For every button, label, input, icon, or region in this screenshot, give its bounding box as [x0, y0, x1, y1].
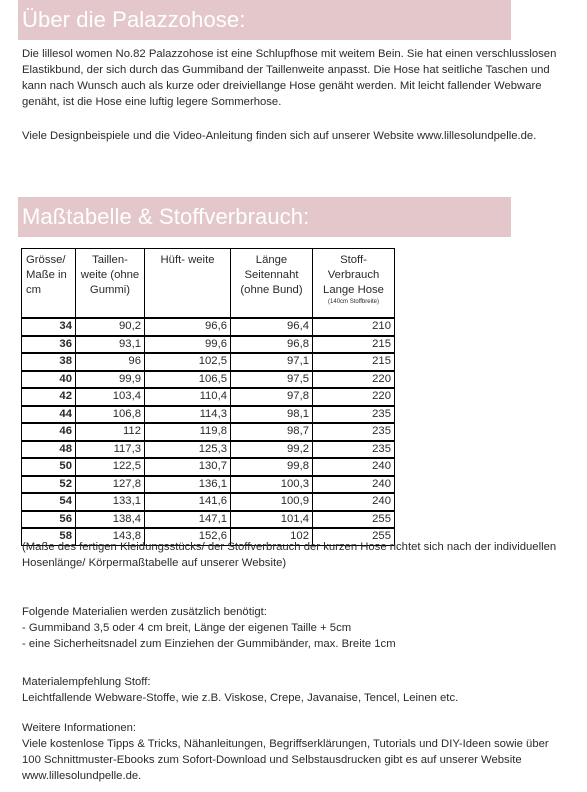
- cell-fabric: 235: [313, 406, 395, 424]
- table-row: [22, 388, 395, 406]
- cell-size: 52: [22, 476, 76, 494]
- cell-fabric: 240: [313, 476, 395, 494]
- fabric-text: Leichtfallende Webware-Stoffe, wie z.B. Viskose, Crepe, Javanaise, Tencel, Leinen etc.: [22, 692, 459, 704]
- cell-size: 46: [22, 423, 76, 441]
- table-row: [22, 371, 395, 389]
- cell-length: 97,8: [231, 388, 313, 406]
- cell-size: 42: [22, 388, 76, 406]
- cell-waist: 127,8: [76, 476, 145, 494]
- fabric-block: [22, 674, 567, 706]
- cell-waist: 93,1: [76, 336, 145, 354]
- cell-length: 99,2: [231, 441, 313, 459]
- cell-size: 34: [22, 318, 76, 336]
- cell-waist: 143,8: [76, 528, 145, 545]
- table-row: [22, 336, 395, 354]
- cell-length: 98,1: [231, 406, 313, 424]
- cell-hip: 102,5: [145, 353, 231, 371]
- section-header-size-chart: [18, 197, 511, 237]
- header-waist: Taillen- weite (ohne Gummi): [76, 249, 145, 319]
- materials-item: - eine Sicherheitsnadel zum Einziehen der Gummibänder, max. Breite 1cm: [22, 638, 396, 650]
- section-header-about: [18, 0, 511, 40]
- website-paragraph: Viele Designbeispiele und die Video-Anleitung finden sich auf unserer Website www.lillesolundpelle.de.: [22, 130, 537, 142]
- cell-size: 40: [22, 371, 76, 389]
- fabric-title: Materialempfehlung Stoff:: [22, 676, 151, 688]
- cell-fabric: 210: [313, 318, 395, 336]
- cell-length: 99,8: [231, 458, 313, 476]
- table-row: [22, 406, 395, 424]
- cell-hip: 106,5: [145, 371, 231, 389]
- header-length: Länge Seitennaht (ohne Bund): [231, 249, 313, 319]
- cell-hip: 125,3: [145, 441, 231, 459]
- cell-hip: 99,6: [145, 336, 231, 354]
- info-text: Viele kostenlose Tipps & Tricks, Nähanleitungen, Begriffserklärungen, Tutorials und DIY-Ideen sowie über 100 Schnittmuster-Ebooks zum Sofort-Download und Selbstausdrucken gibt es auf unserer Website www.lillesolundpelle.de.: [22, 738, 549, 782]
- section-heading-size-chart: Maßtabelle & Stoffverbrauch:: [22, 204, 310, 229]
- info-title: Weitere Informationen:: [22, 722, 137, 734]
- cell-fabric: 255: [313, 511, 395, 529]
- cell-hip: 96,6: [145, 318, 231, 336]
- materials-item: - Gummiband 3,5 oder 4 cm breit, Länge der eigenen Taille + 5cm: [22, 622, 352, 634]
- header-fabric-label: Stoff- Verbrauch Lange Hose: [323, 254, 384, 296]
- cell-hip: 141,6: [145, 493, 231, 511]
- section-heading-about: Über die Palazzohose:: [22, 7, 246, 32]
- table-row: [22, 476, 395, 494]
- cell-size: 38: [22, 353, 76, 371]
- header-fabric: [313, 249, 395, 319]
- cell-size: 48: [22, 441, 76, 459]
- table-row: [22, 423, 395, 441]
- cell-fabric: 220: [313, 388, 395, 406]
- cell-length: 100,9: [231, 493, 313, 511]
- cell-length: 97,5: [231, 371, 313, 389]
- cell-length: 96,8: [231, 336, 313, 354]
- cell-fabric: 215: [313, 353, 395, 371]
- cell-hip: 136,1: [145, 476, 231, 494]
- cell-fabric: 235: [313, 423, 395, 441]
- cell-waist: 103,4: [76, 388, 145, 406]
- cell-hip: 119,8: [145, 423, 231, 441]
- materials-block: [22, 604, 567, 652]
- cell-length: 101,4: [231, 511, 313, 529]
- cell-length: 102: [231, 528, 313, 545]
- info-block: [22, 720, 567, 784]
- header-size: Grösse/ Maße in cm: [22, 249, 76, 319]
- table-row: [22, 511, 395, 529]
- cell-length: 97,1: [231, 353, 313, 371]
- cell-waist: 96: [76, 353, 145, 371]
- cell-fabric: 235: [313, 441, 395, 459]
- cell-waist: 122,5: [76, 458, 145, 476]
- table-note: (Maße des fertigen Kleidungsstücks/ der Stoffverbrauch der kurzen Hose richtet sich nach der individuellen Hosenlänge/ Körpermaßtabelle auf unserer Website): [22, 541, 557, 569]
- cell-waist: 106,8: [76, 406, 145, 424]
- cell-fabric: 240: [313, 493, 395, 511]
- cell-hip: 147,1: [145, 511, 231, 529]
- header-hip: Hüft- weite: [145, 249, 231, 319]
- table-row: [22, 493, 395, 511]
- cell-length: 96,4: [231, 318, 313, 336]
- table-row: [22, 353, 395, 371]
- cell-waist: 99,9: [76, 371, 145, 389]
- cell-size: 50: [22, 458, 76, 476]
- cell-fabric: 215: [313, 336, 395, 354]
- cell-waist: 112: [76, 423, 145, 441]
- cell-hip: 152,6: [145, 528, 231, 545]
- table-row: [22, 458, 395, 476]
- cell-waist: 90,2: [76, 318, 145, 336]
- header-fabric-small: (140cm Stoffbreite): [328, 299, 379, 305]
- cell-length: 100,3: [231, 476, 313, 494]
- table-header-row: [22, 249, 395, 319]
- table-row: [22, 318, 395, 336]
- cell-size: 44: [22, 406, 76, 424]
- cell-hip: 114,3: [145, 406, 231, 424]
- cell-size: 54: [22, 493, 76, 511]
- cell-size: 36: [22, 336, 76, 354]
- cell-length: 98,7: [231, 423, 313, 441]
- materials-title: Folgende Materialien werden zusätzlich benötigt:: [22, 606, 267, 618]
- table-body: [22, 318, 395, 545]
- table-row: [22, 441, 395, 459]
- cell-waist: 138,4: [76, 511, 145, 529]
- about-paragraph: Die lillesol women No.82 Palazzohose ist eine Schlupfhose mit weitem Bein. Sie hat einen verschlusslosen Elastikbund, der sich durch das Gummiband der Taillenweite anpasst. Die Hose hat seitliche Taschen und kann nach Wunsch auch als kurze oder dreiviellange Hose genäht werden. Mit leicht fallender Webware genäht, ist die Hose eine luftig legere Sommerhose.: [22, 48, 557, 108]
- cell-waist: 133,1: [76, 493, 145, 511]
- size-table: [21, 248, 395, 546]
- cell-hip: 130,7: [145, 458, 231, 476]
- cell-fabric: 240: [313, 458, 395, 476]
- cell-size: 56: [22, 511, 76, 529]
- cell-fabric: 255: [313, 528, 395, 545]
- cell-hip: 110,4: [145, 388, 231, 406]
- cell-size: 58: [22, 528, 76, 545]
- cell-waist: 117,3: [76, 441, 145, 459]
- cell-fabric: 220: [313, 371, 395, 389]
